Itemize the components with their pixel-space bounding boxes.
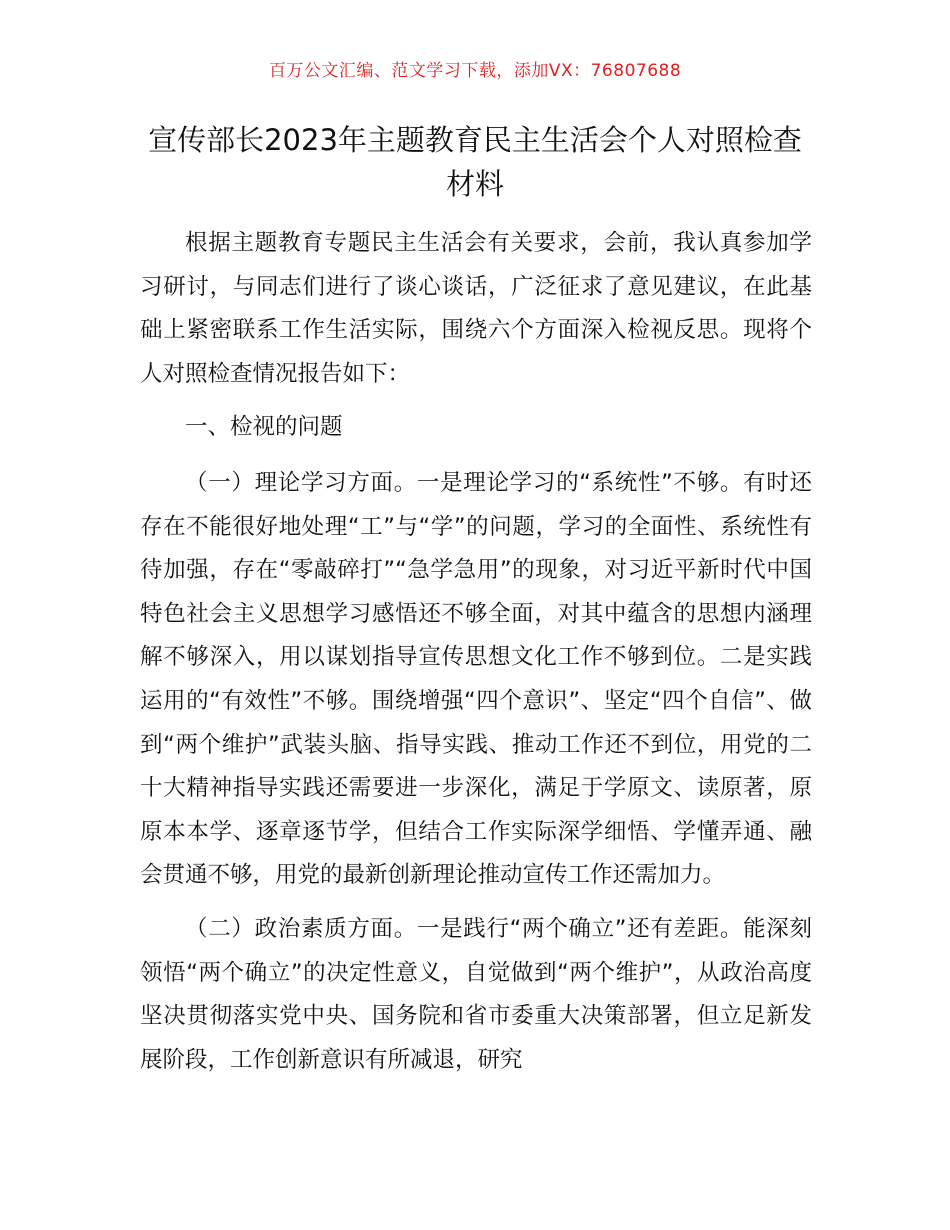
section-heading: 一、检视的问题 [185,414,343,441]
political-quality-paragraph: （二）政治素质方面。一是践行“两个确立”还有差距。能深刻领悟“两个确立”的决定性意义，自觉做到“两个维护”，从政治高度坚决贯彻落实党中央、国务院和省市委重大决策部署，但立足新发展阶段，工作创新意识有所减退，研究 [140,915,812,1073]
document-title: 宣传部长2023年主题教育民主生活会个人对照检查材料 [148,123,802,201]
document-body [140,222,812,1092]
intro-paragraph: 根据主题教育专题民主生活会有关要求，会前，我认真参加学习研讨，与同志们进行了谈心谈话，广泛征求了意见建议，在此基础上紧密联系工作生活实际，围绕六个方面深入检视反思。现将个人对照检查情况报告如下： [140,230,812,387]
theory-study-paragraph: （一）理论学习方面。一是理论学习的“系统性”不够。有时还存在不能很好地处理“工”与“学”的问题，学习的全面性、系统性有待加强，存在“零敲碎打”“急学急用”的现象，对习近平新时代中国特色社会主义思想学习感悟还不够全面，对其中蕴含的思想内涵理解不够深入，用以谋划指导宣传思想文化工作不够到位。二是实践运用的“有效性”不够。围绕增强“四个意识”、坚定“四个自信”、做到“两个维护”武装头脑、指导实践、推动工作还不到位，用党的二十大精神指导实践还需要进一步深化，满足于学原文、读原著，原原本本学、逐章逐节学，但结合工作实际深学细悟、学懂弄通、融会贯通不够，用党的最新创新理论推动宣传工作还需加力。 [140,469,812,889]
header-watermark-note: 百万公文汇编、范文学习下载，添加VX：76807688 [268,61,682,81]
